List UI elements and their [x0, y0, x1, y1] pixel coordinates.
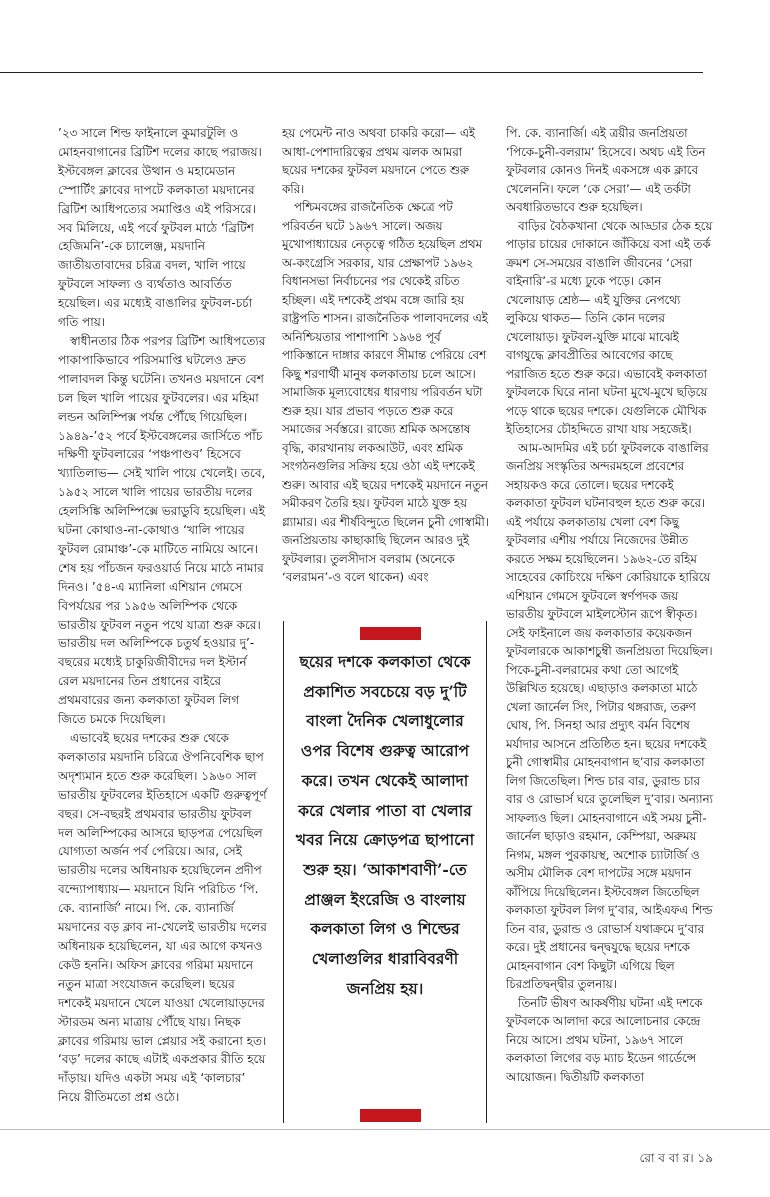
article-paragraph: স্বাধীনতার ঠিক পরপর ব্রিটিশ আধিপত্যের পাকাপাকিভাবে পরিসমাপ্তি ঘটলেও দ্রুত পালাবদল কিন্তু ঘটেনি। তখনও ময়দানে বেশ চল ছিল খালি পায়ের ফুটবলের। এর মহিমা লন্ডন অলিম্পিক্স পর্যন্ত পৌঁছে গিয়েছিল। ১৯৪৯-’৫২ পর্বে ইস্টবেঙ্গলের জার্সিতে পাঁচ দক্ষিণী ফুটবলারের ‘পঞ্চপাণ্ডব’ হিসেবে খ্যাতিলাভ— সেই খালি পায়ে খেলেই। তবে, ১৯৫২ সালে খালি পায়ের ভারতীয় দলের হেলসিঙ্কি অলিম্পিক্সে ভরাডুবি হয়েছিল। এই ঘটনা কোথাও-না-কোথাও ‘খালি পায়ের ফুটবল রোমাঞ্চ’-কে মাটিতে নামিয়ে আনে। শেষ হয় পাঁচজন ফরওয়ার্ড নিয়ে মাঠে নামার দিনও। ’৫৪-এ ম্যানিলা এশিয়ান গেমসে বিপর্যয়ের পর ১৯৫৬ অলিম্পিক থেকে ভারতীয় ফুটবল নতুন পথে যাত্রা শুরু করে। ভারতীয় দল অলিম্পিকে চতুর্থ হওয়ার দু’-বছরের মধ্যেই চাকুরিজীবীদের দল ইস্টার্ন রেল ময়দানের তিন প্রধানের বাইরে প্রথমবারের জন্য কলকাতা ফুটবল লিগ জিতে চমকে দিয়েছিল। — [58, 333, 266, 727]
page-folio: রো ব বা র। ১৯ — [639, 1151, 713, 1165]
pull-quote-bottom-bar — [360, 1109, 421, 1122]
pull-quote-top-bar — [360, 627, 421, 640]
article-paragraph: পশ্চিমবঙ্গের রাজনৈতিক ক্ষেত্রে পট পরিবর্তন ঘটে ১৯৬৭ সালে। অজয় মুখোপাধ্যায়ের নেতৃত্বে গঠিত হয়েছিল প্রথম অ-কংগ্রেসি সরকার, যার প্রেক্ষাপট ১৯৬২ বিধানসভা নির্বাচনের পর থেকেই রচিত হচ্ছিল। এই দশকেই প্রথম বঙ্গে জারি হয় রাষ্ট্রপতি শাসন। রাজনৈতিক পালাবদলের এই অনিশ্চিয়তার পাশাপাশি ১৯৬৪ পূর্ব পাকিস্তানে দাঙ্গার কারণে সীমান্ত পেরিয়ে বেশ কিছু শরণার্থী মানুষ কলকাতায় চলে আসে। সামাজিক মূল্যবোধের ধারণায় পরিবর্তন ঘটা শুরু হয়। যার প্রভাব পড়তে শুরু করে সমাজের সর্বস্তরে। রাজ্যে শ্রমিক অসন্তোষ বৃদ্ধি, কারখানায় লকআউট, এবং শ্রমিক সংগঠনগুলির সক্রিয় হয়ে ওঠা এই দশকেই শুরু। আবার এই ছয়ের দশকেই ময়দানে নতুন সমীকরণ তৈরি হয়। ফুটবল মাঠে যুক্ত হয় গ্ল্যামার। এর শীর্ষবিন্দুতে ছিলেন চুনী গোস্বামী। জনপ্রিয়তায় কাছাকাছি ছিলেন আরও দুই ফুটবলার। তুলসীদাস বলরাম (অনেকে ‘বলরামন’-ও বলে থাকেন) এবং — [282, 200, 489, 584]
pull-quote-text: ছয়ের দশকে কলকাতা থেকে প্রকাশিত সবচেয়ে বড় দু’টি বাংলা দৈনিক খেলাধুলোর ওপর বিশেষ গুরুত্ব আরোপ করে। তখন থেকেই আলাদা করে খেলার পাতা বা খেলার খবর নিয়ে ক্রোড়পত্র ছাপানো শুরু হয়। ‘আকাশবাণী’-তে প্রাঞ্জল ইংরেজি ও বাংলায় কলকাতা লিগ ও শিল্ডের খেলাগুলির ধারাবিবরণী জনপ্রিয় হয়। — [295, 652, 475, 998]
pull-quote-box — [283, 621, 487, 1123]
article-paragraph: ’২৩ সালে শিল্ড ফাইনালে কুমারটুলি ও মোহনবাগানের ব্রিটিশ দলের কাছে পরাজয়। ইস্টবেঙ্গল ক্লাবের উত্থান ও মহামেডান স্পোর্টিং ক্লাবের দাপটে কলকাতা ময়দানের ব্রিটিশ আধিপত্যের সমাপ্তিও এই পরিসরে। সব মিলিয়ে, এই পর্বে ফুটবল মাঠে ‘ব্রিটিশ হেজিমনি’-কে চ্যালেঞ্জ, ময়দানি জাতীয়তাবাদের চরিত্র বদল, খালি পায়ে ফুটবলে সাফল্য ও ব্যর্থতাও আবর্তিত হয়েছিল। এর মধ্যেই বাঙালির ফুটবল-চর্চা গতি পায়। — [58, 126, 262, 330]
article-paragraph: হয় পেমেন্ট নাও অথবা চাকরি করো— এই আধা-পেশাদারিত্বের প্রথম ঝলক আমরা ছয়ের দশকের ফুটবল ময়দানে পেতে শুরু করি। — [282, 126, 475, 196]
bottom-rule — [0, 1129, 770, 1130]
top-rule — [0, 72, 703, 73]
article-paragraph: তিনটি ভীষণ আকর্ষণীয় ঘটনা এই দশকে ফুটবলকে আলাদা করে আলোচনার কেন্দ্রে নিয়ে আসে। প্রথম ঘটনা, ১৯৬৭ সালে কলকাতা লিগের বড় ম্যাচ ইডেন গার্ডেন্সে আয়োজন। দ্বিতীয়টি কলকাতা — [506, 995, 703, 1084]
article-column-2 — [282, 124, 490, 587]
article-column-3 — [506, 124, 713, 1086]
article-paragraph: পি. কে. ব্যানার্জি। এই ত্রয়ীর জনপ্রিয়তা ‘পিকে-চুনী-বলরাম’ হিসেবে। অথচ এই তিন ফুটবলার কোনও দিনই একসঙ্গে এক ক্লাবে খেলেননি। ফলে ‘কে সেরা’— এই তর্কটা অবধারিতভাবে শুরু হয়েছিল। — [506, 126, 706, 214]
article-paragraph: বাড়ির বৈঠকখানা থেকে আড্ডার ঠেক হয়ে পাড়ার চায়ের দোকানে জাঁকিয়ে বসা এই তর্ক ক্রমশ সে-সময়ের বাঙালি জীবনের ‘সেরা বাইনারি’-র মধ্যে ঢুকে পড়ে। কোন খেলোয়াড় শ্রেষ্ঠ— এই যুক্তির নেপথ্যে লুকিয়ে থাকত— তিনি কোন দলের খেলোয়াড়। ফুটবল-যুক্তি মাঝে মাঝেই বাগযুদ্ধে ক্লাবপ্রীতির আবেগের কাছে পরাজিত হতে শুরু করে। এভাবেই কলকাতা ফুটবলকে ঘিরে নানা ঘটনা মুখে-মুখে ছড়িয়ে পড়ে থাকে ছয়ের দশকে। যেগুলিকে মৌখিক ইতিহাসের চৌহদ্দিতে রাখা যায় সহজেই। — [506, 218, 713, 436]
article-paragraph: এভাবেই ছয়ের দশকের শুরু থেকে কলকাতার ময়দানি চরিত্রে ঔপনিবেশিক ছাপ অদৃশ্যমান হতে শুরু করেছিল। ১৯৬০ সাল ভারতীয় ফুটবলের ইতিহাসে একটি গুরুত্বপূর্ণ বছর। সে-বছরই প্রথমবার ভারতীয় ফুটবল দল অলিম্পিকের আসরে ছাড়পত্র পেয়েছিল যোগ্যতা অর্জন পর্ব পেরিয়ে। আর, সেই ভারতীয় দলের অধিনায়ক হয়েছিলেন প্রদীপ বন্দ্যোপাধ্যায়— ময়দানে যিনি পরিচিত ‘পি. কে. ব্যানার্জি’ নামে। পি. কে. ব্যানার্জি ময়দানের বড় ক্লাব না-খেলেই ভারতীয় দলের অধিনায়ক হয়েছিলেন, যা এর আগে কখনও কেউ হননি। অফিস ক্লাবের গরিমা ময়দানে নতুন মাত্রা সংযোজন করেছিল। ছয়ের দশকেই ময়দানে খেলে যাওয়া খেলোয়াড়দের স্টারডম অন্য মাত্রায় পৌঁছে যায়। নিছক ক্লাবের গরিমায় ভাল প্লেয়ার সই করানো হত। ‘বড়’ দলের কাছে এটাই একপ্রকার রীতি হয়ে দাঁড়ায়। যদিও একটা সময় এই ‘কালচার’ নিয়ে রীতিমতো প্রশ্ন ওঠে। — [58, 731, 267, 1105]
article-column-1 — [58, 124, 267, 1107]
article-paragraph: আম-আদমির এই চর্চা ফুটবলকে বাঙালির জনপ্রিয় সংস্কৃতির অন্দরমহলে প্রবেশের সহায়কও করে তোলে। ছয়ের দশকেই কলকাতা ফুটবল ঘটনাবহুল হতে শুরু করে। এই পর্যায়ে কলকাতায় খেলা বেশ কিছু ফুটবলার এশীয় পর্যায়ে নিজেদের উন্নীত করতে সক্ষম হয়েছিলেন। ১৯৬২-তে রহিম সাহেবের কোচিংয়ে দক্ষিণ কোরিয়াকে হারিয়ে এশিয়ান গেমসে ফুটবলে স্বর্ণপদক জয় ভারতীয় ফুটবলে মাইলস্টোন রূপে স্বীকৃত। সেই ফাইনালে জয় কলকাতার কয়েকজন ফুটবলারকে আকাশচুম্বী জনপ্রিয়তা দিয়েছিল। পিকে-চুনী-বলরামের কথা তো আগেই উল্লিখিত হয়েছে। এছাড়াও কলকাতা মাঠে খেলা জার্নেল সিং, পিটার থঙ্গরাজ, তরুণ ঘোষ, পি. সিনহা আর প্রদ্যুৎ বর্মন বিশেষ মর্যাদার আসনে প্রতিষ্ঠিত হন। ছয়ের দশকেই চুনী গোস্বামীর মোহনবাগান ছ’বার কলকাতা লিগ জিতেছিল। শিল্ড চার বার, ডুরান্ড চার বার ও রোভার্স ঘরে তুলেছিল দু’বার। অন্যান্য সাফল্যও ছিল। মোহনবাগানে এই সময় চুনী-জার্নেল ছাড়াও রহমান, কেম্পিয়া, অরুময় নিগম, মঙ্গল পুরকায়স্থ, অশোক চ্যাটার্জি ও অসীম মৌলিক বেশ দাপটের সঙ্গে ময়দান কাঁপিয়ে দিয়েছিলেন। ইস্টবেঙ্গল জিতেছিল কলকাতা ফুটবল লিগ দু’বার, আইএফএ শিল্ড তিন বার, ডুরান্ড ও রোভার্স যথাক্রমে দু’বার করে। দুই প্রধানের দ্বন্দ্বযুদ্ধে ছয়ের দশকে মোহনবাগান বেশ কিছুটা এগিয়ে ছিল চিরপ্রতিদ্বন্দ্বীর তুলনায়। — [506, 440, 713, 991]
